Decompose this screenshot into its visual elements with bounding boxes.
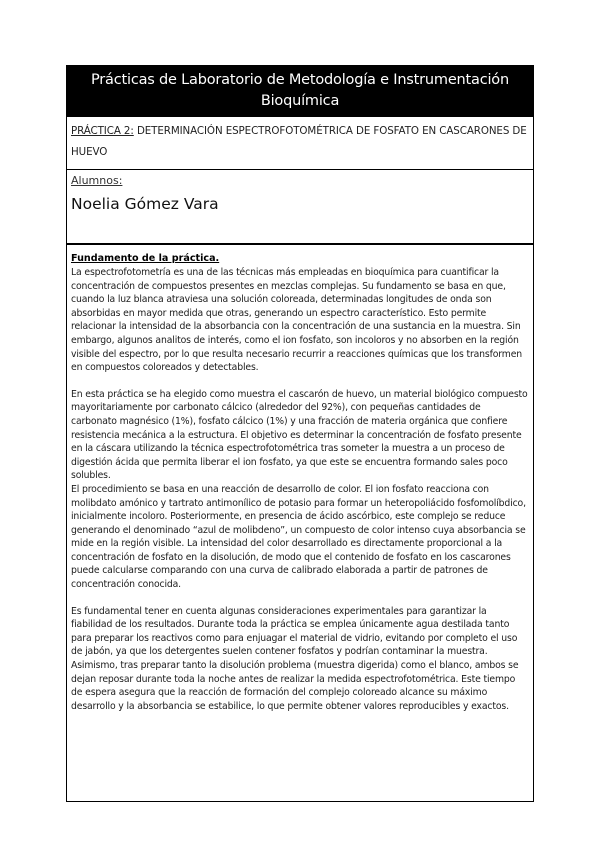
paragraph-intro: La espectrofotometría es una de las técnicas más empleadas en bioquímica para cuantificar la concentración de compuestos presentes en mezclas complejas. Su fundamento se basa en que, cuando la luz blanca atraviesa una solución coloreada, determinadas longitudes de onda son absorbidas en mayor medida que otras, generando un espectro característico. Esto permite relacionar la intensidad de la absorbancia con la concentración de una sustancia en la muestra. Sin embargo, algunos analitos de interés, como el ion fosfato, son incoloros y no absorben en la región visible del espectro, por lo que resulta necesario recurrir a reacciones químicas que los transformen en compuestos coloreados y detectables. xyxy=(71,267,523,374)
students-cell xyxy=(67,169,533,244)
practice-label: PRÁCTICA 2: xyxy=(71,125,134,137)
practice-heading xyxy=(67,116,533,169)
content-box xyxy=(66,243,534,802)
practice-title: DETERMINACIÓN ESPECTROFOTOMÉTRICA DE FOSFATO EN CASCARONES DE HUEVO xyxy=(71,125,527,158)
paragraph-sample: En esta práctica se ha elegido como muestra el cascarón de huevo, un material biológico compuesto mayoritariamente por carbonato cálcico (alrededor del 92%), con pequeñas cantidades de carbonato magnésico (1%), fosfato cálcico (1%) y una fracción de materia orgánica que confiere resistencia mecánica a la estructura. El objetivo es determinar la concentración de fosfato presente en la cáscara utilizando la técnica espectrofotométrica tras someter la muestra a un proceso de digestión ácida que permita liberar el ion fosfato, ya que este se encuentra formando sales poco solubles. xyxy=(71,388,528,482)
header-table xyxy=(66,65,534,245)
paragraph-considerations: Es fundamental tener en cuenta algunas consideraciones experimentales para garantizar la fiabilidad de los resultados. Durante toda la práctica se emplea únicamente agua destilada tanto para preparar los reactivos como para enjuagar el material de vidrio, evitando por completo el uso de jabón, ya que los detergentes suelen contener fosfatos y podrían contaminar la muestra. Asimismo, tras preparar tanto la disolución problema (muestra digerida) como el blanco, ambos se dejan reposar durante toda la noche antes de realizar la medida espectrofotométrica. Este tiempo de espera asegura que la reacción de formación del complejo coloreado alcance su máximo desarrollo y la absorbancia se estabilice, lo que permite obtener valores reproducibles y exactos. xyxy=(71,605,519,712)
paragraph-procedure: El procedimiento se basa en una reacción de desarrollo de color. El ion fosfato reacciona con molibdato amónico y tartrato antimonílico de potasio para formar un heteropoliácido fosfomolíbdico, inicialmente incoloro. Posteriormente, en presencia de ácido ascórbico, este complejo se reduce generando el denominado “azul de molibdeno”, un compuesto de color intenso cuya absorbancia se mide en la región visible. La intensidad del color desarrollado es directamente proporcional a la concentración de fosfato en la disolución, de modo que el contenido de fosfato en los cascarones puede calcularse comparando con una curva de calibrado elaborada a partir de patrones de concentración conocida. xyxy=(71,483,526,591)
students-label: Alumnos: xyxy=(71,174,123,187)
section-title: Fundamento de la práctica. xyxy=(71,253,220,264)
document-title: Prácticas de Laboratorio de Metodología e Instrumentación Bioquímica xyxy=(67,66,533,116)
student-name: Noelia Gómez Vara xyxy=(71,195,219,213)
